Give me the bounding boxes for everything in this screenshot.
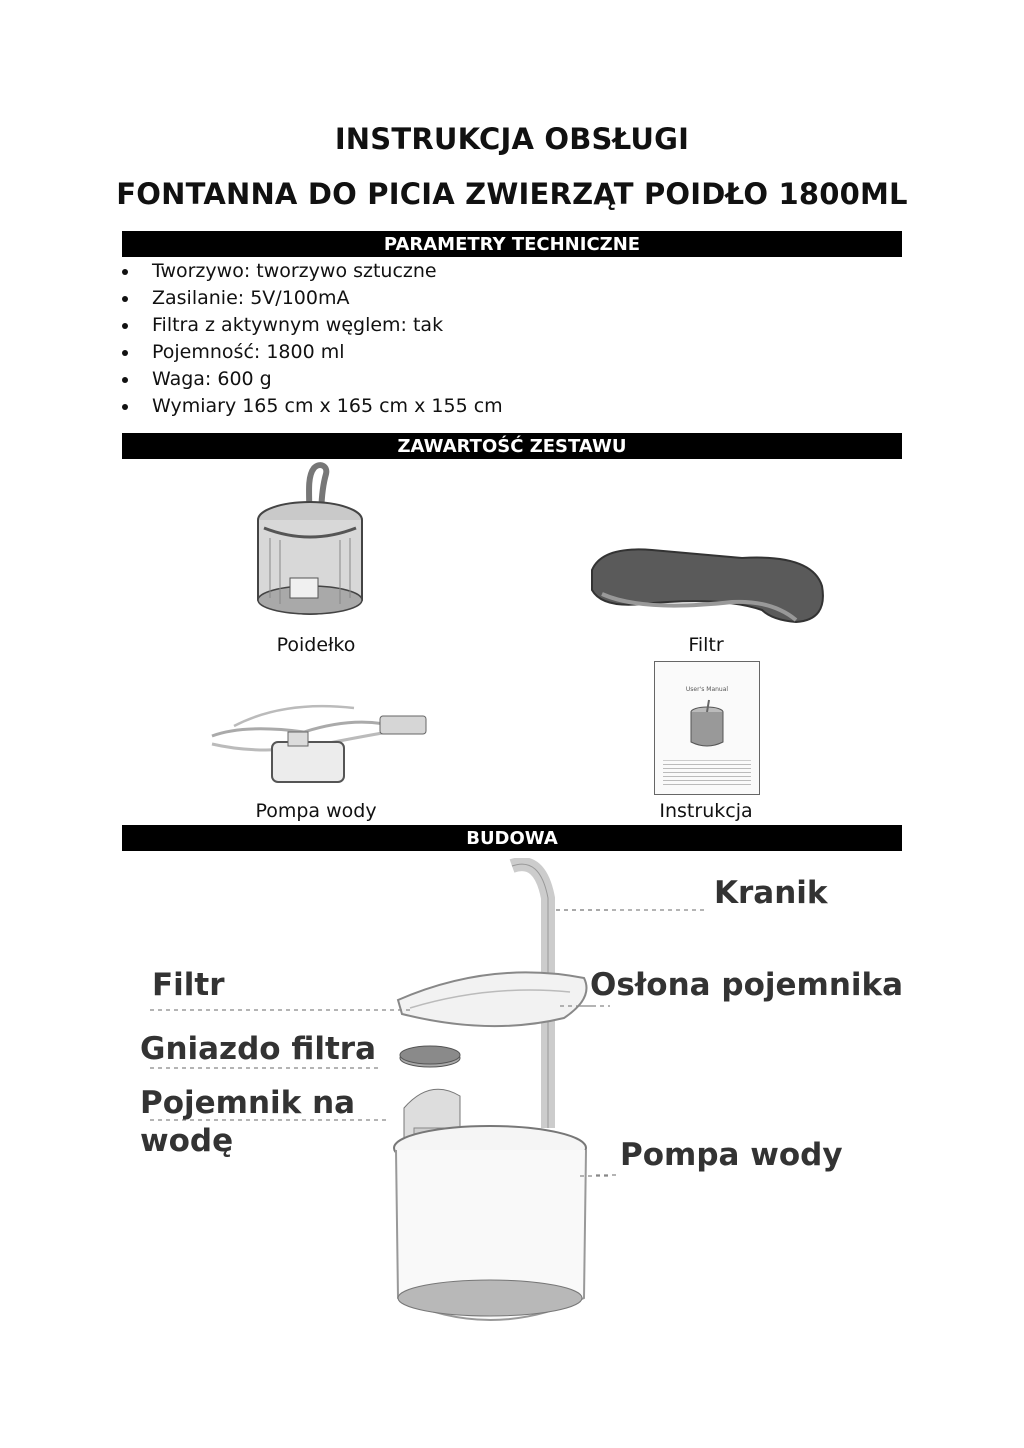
caption-filter: Filtr <box>688 634 724 656</box>
section-header-contents: ZAWARTOŚĆ ZESTAWU <box>122 433 902 459</box>
label-oslona: Osłona pojemnika <box>590 967 904 1003</box>
fountain-image <box>240 458 380 630</box>
product-title: FONTANNA DO PICIA ZWIERZĄT POIDŁO 1800ML <box>116 177 908 211</box>
label-gniazdo: Gniazdo filtra <box>140 1031 377 1067</box>
label-filtr: Filtr <box>152 967 225 1003</box>
section-header-build: BUDOWA <box>122 825 902 851</box>
bullet-icon <box>122 269 128 275</box>
spec-item: Wymiary 165 cm x 165 cm x 155 cm <box>118 393 503 420</box>
manual-text-lines <box>663 760 751 787</box>
section-header-params: PARAMETRY TECHNICZNE <box>122 231 902 257</box>
filter-image <box>582 540 830 632</box>
spec-item: Zasilanie: 5V/100mA <box>118 285 503 312</box>
bullet-icon <box>122 404 128 410</box>
pump-image <box>204 696 436 792</box>
spec-item: Tworzywo: tworzywo sztuczne <box>118 258 503 285</box>
label-pojemnik: Pojemnik na wodę <box>140 1085 356 1159</box>
bullet-icon <box>122 350 128 356</box>
bullet-icon <box>122 323 128 329</box>
label-pompa: Pompa wody <box>620 1137 843 1173</box>
bullet-icon <box>122 377 128 383</box>
specs-list <box>118 258 503 420</box>
spec-item: Pojemność: 1800 ml <box>118 339 503 366</box>
label-kranik: Kranik <box>714 875 828 911</box>
caption-manual: Instrukcja <box>659 800 753 822</box>
bullet-icon <box>122 296 128 302</box>
manual-cover-title: User's Manual <box>685 686 729 693</box>
spec-item: Waga: 600 g <box>118 366 503 393</box>
caption-fountain: Poidełko <box>276 634 356 656</box>
document-title: INSTRUKCJA OBSŁUGI <box>334 122 690 156</box>
manual-fountain-icon <box>685 698 729 752</box>
spec-item: Filtra z aktywnym węglem: tak <box>118 312 503 339</box>
manual-image <box>654 661 760 795</box>
caption-pump: Pompa wody <box>255 800 377 822</box>
